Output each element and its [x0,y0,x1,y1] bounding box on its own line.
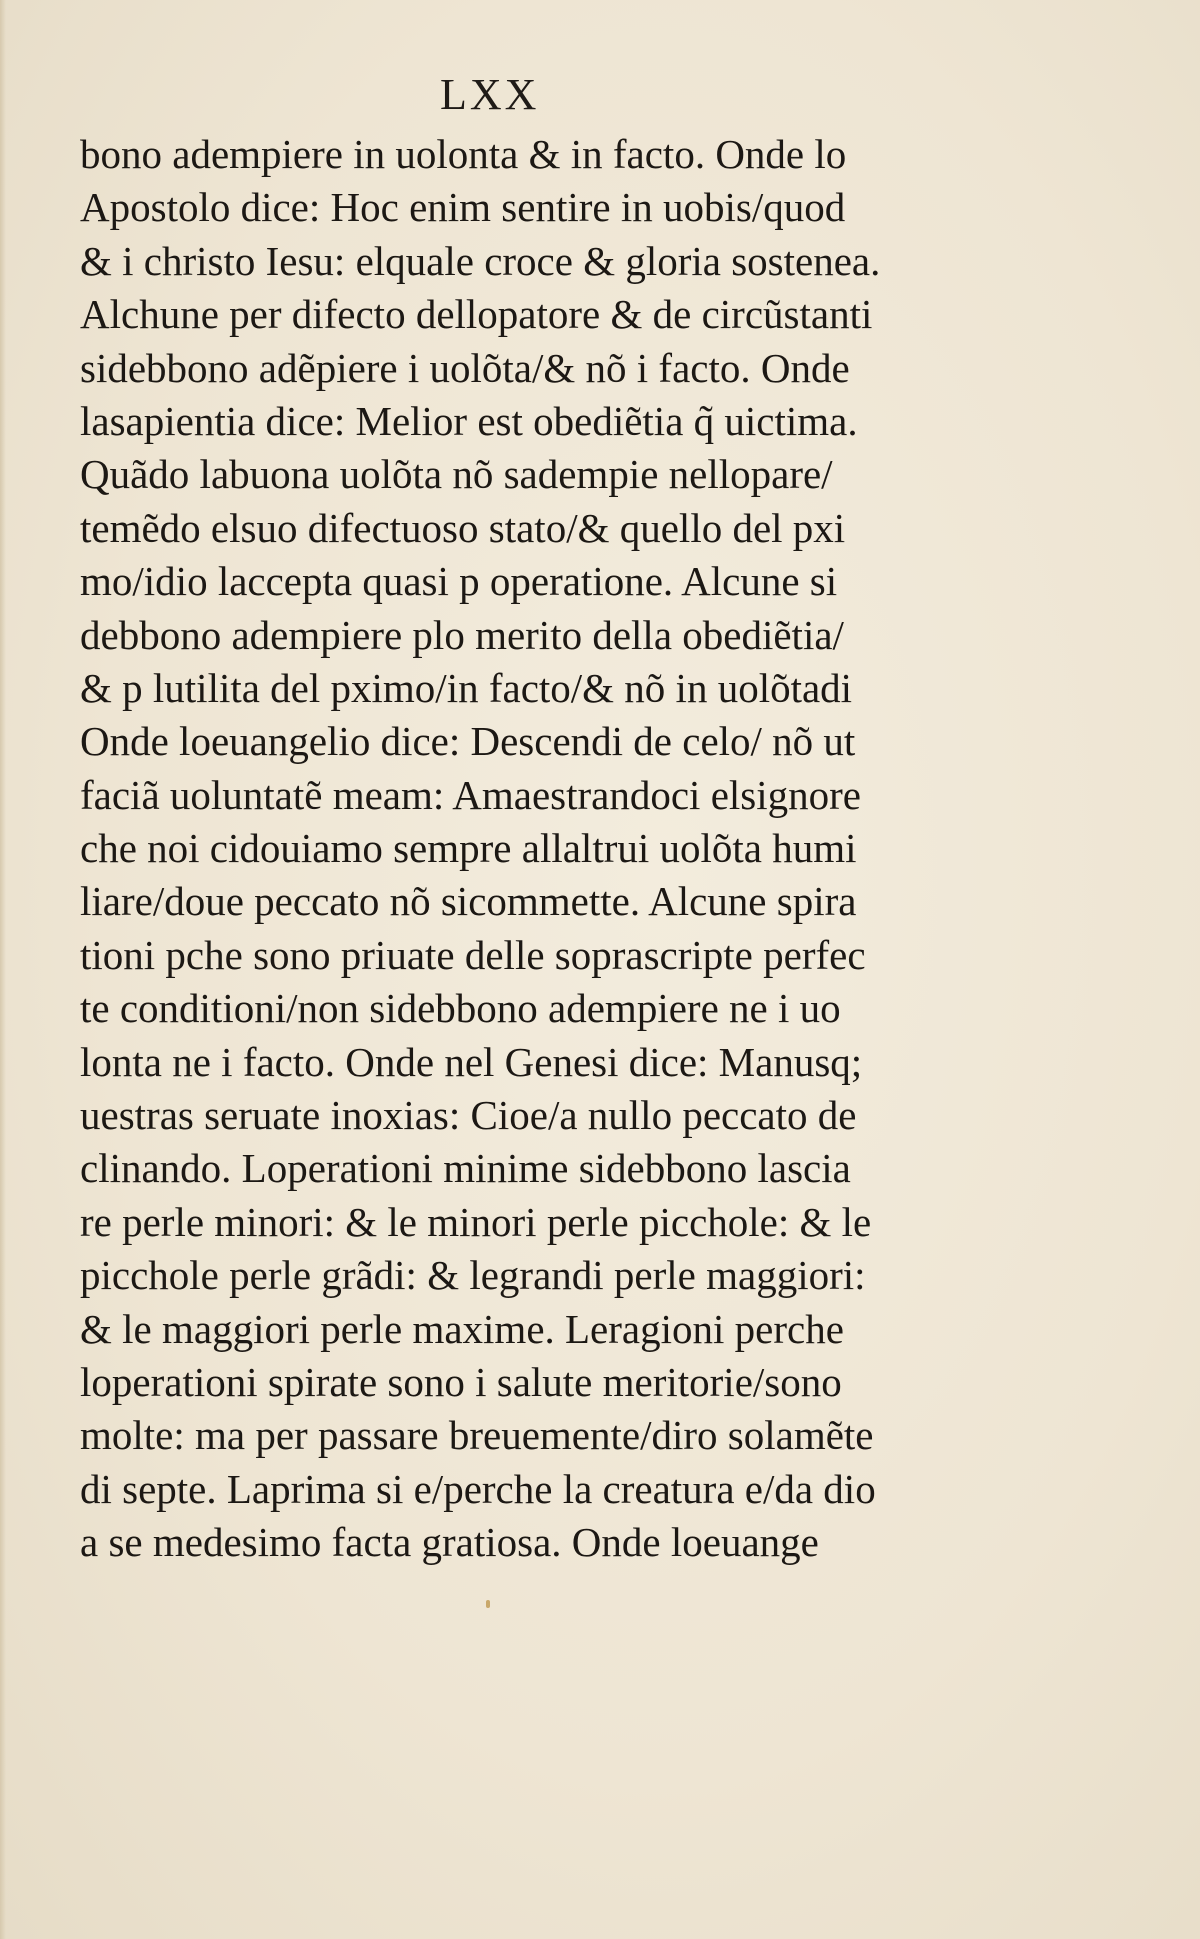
text-line: molte: ma per passare breuemente/diro solamẽte [80,1412,874,1459]
text-line: picchole perle grãdi: & legrandi perle maggiori: [80,1252,866,1299]
text-line: clinando. Loperationi minime sidebbono lascia [80,1145,851,1192]
text-line: lasapientia dice: Melior est obediẽtia q̃ uictima. [80,397,858,444]
text-line: Onde loeuangelio dice: Descendi de celo/ nõ ut [80,718,856,765]
text-line: & p lutilita del pximo/in facto/& nõ in uolõtadi [80,664,853,711]
text-line: re perle minori: & le minori perle picchole: & le [80,1198,872,1245]
text-line: temẽdo elsuo difectuoso stato/& quello del pxi [80,504,846,551]
text-line: Alchune per difecto dellopatore & de circũstanti [80,291,873,338]
text-line: Apostolo dice: Hoc enim sentire in uobis/quod [80,184,846,231]
text-block [80,128,950,1570]
text-line: mo/idio laccepta quasi p operatione. Alcune si [80,558,838,605]
text-line: uestras seruate inoxias: Cioe/a nullo peccato de [80,1092,857,1139]
text-line: loperationi spirate sono i salute meritorie/sono [80,1358,842,1405]
folio-number: LXX [440,70,540,119]
text-line: liare/doue peccato nõ sicommette. Alcune spira [80,878,857,925]
text-line: te conditioni/non sidebbono adempiere ne i uo [80,985,841,1032]
text-line: di septe. Laprima si e/perche la creatura e/da dio [80,1465,876,1512]
text-line: lonta ne i facto. Onde nel Genesi dice: Manusq; [80,1038,863,1085]
text-line: debbono adempiere plo merito della obediẽtia/ [80,611,844,658]
page-edge-shadow [0,0,6,1939]
text-line: faciã uoluntatẽ meam: Amaestrandoci elsignore [80,771,861,818]
text-line: & le maggiori perle maxime. Leragioni perche [80,1305,844,1352]
text-line: sidebbono adẽpiere i uolõta/& nõ i facto. Onde [80,344,850,391]
text-line: tioni pche sono priuate delle soprascripte perfec [80,931,866,978]
text-line: Quãdo labuona uolõta nõ sadempie nellopare/ [80,451,833,498]
text-line: & i christo Iesu: elquale croce & gloria sostenea. [80,237,881,284]
text-line: bono adempiere in uolonta & in facto. Onde lo [80,131,847,177]
paper-stain [486,1600,490,1608]
text-line: a se medesimo facta gratiosa. Onde loeuange [80,1519,819,1566]
text-line: che noi cidouiamo sempre allaltrui uolõta humi [80,825,857,872]
